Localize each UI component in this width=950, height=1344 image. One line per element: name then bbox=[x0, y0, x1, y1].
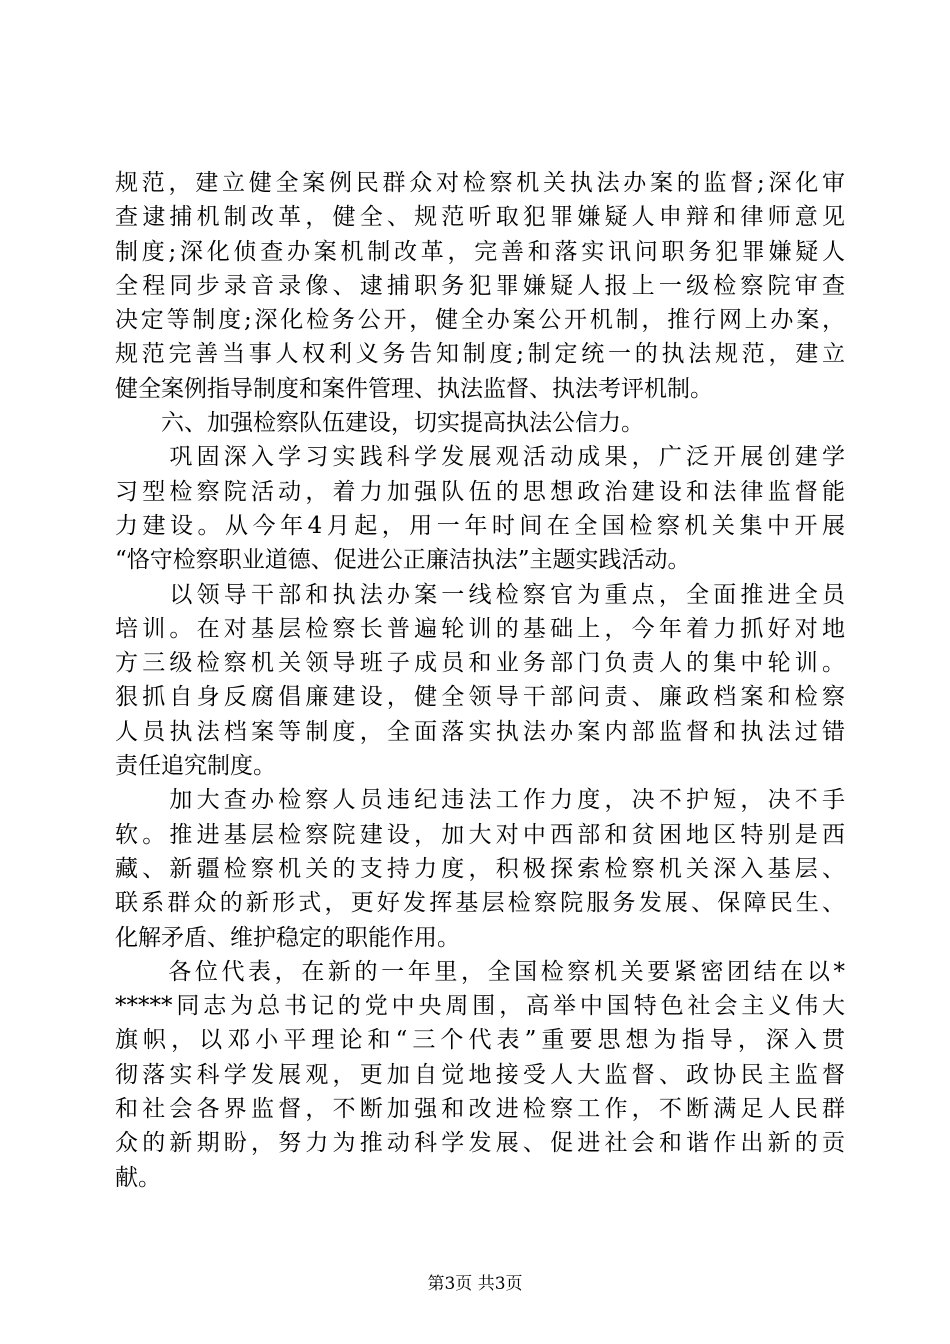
document-body bbox=[115, 166, 845, 1195]
text-line: 软。推进基层检察院建设，加大对中西部和贫困地区特别是西 bbox=[115, 821, 845, 848]
text-line: 加大查办检察人员违纪违法工作力度，决不护短，决不手 bbox=[115, 787, 845, 814]
text-line: 化解矛盾、维护稳定的职能作用。 bbox=[115, 924, 460, 951]
text-line: 彻落实科学发展观，更加自觉地接受人大监督、政协民主监督 bbox=[115, 1061, 845, 1088]
text-line: 各位代表，在新的一年里，全国检察机关要紧密团结在以* bbox=[115, 958, 845, 985]
text-line: 联系群众的新形式，更好发挥基层检察院服务发展、保障民生、 bbox=[115, 890, 845, 917]
text-line: 献。 bbox=[115, 1164, 161, 1191]
text-line: 人员执法档案等制度，全面落实执法办案内部监督和执法过错 bbox=[115, 718, 845, 745]
text-line: 方三级检察机关领导班子成员和业务部门负责人的集中轮训。 bbox=[115, 650, 845, 677]
text-line: 决定等制度;深化检务公开，健全办案公开机制，推行网上办案， bbox=[115, 307, 845, 334]
text-line: 规范，建立健全案例民群众对检察机关执法办案的监督;深化审 bbox=[115, 170, 845, 196]
text-line: 以领导干部和执法办案一线检察官为重点，全面推进全员 bbox=[115, 581, 845, 608]
text-line: 习型检察院活动，着力加强队伍的思想政治建设和法律监督能 bbox=[115, 478, 845, 505]
text-line: 全程同步录音录像、逮捕职务犯罪嫌疑人报上一级检察院审查 bbox=[115, 272, 845, 299]
text-line: 查逮捕机制改革，健全、规范听取犯罪嫌疑人申辩和律师意见 bbox=[115, 204, 845, 231]
text-line: 和社会各界监督，不断加强和改进检察工作，不断满足人民群 bbox=[115, 1096, 845, 1123]
text-line: 众的新期盼，努力为推动科学发展、促进社会和谐作出新的贡 bbox=[115, 1130, 845, 1157]
text-line: 制度;深化侦查办案机制改革，完善和落实讯问职务犯罪嫌疑人 bbox=[115, 238, 845, 265]
text-line: 藏、新疆检察机关的支持力度，积极探索检察机关深入基层、 bbox=[115, 855, 845, 882]
text-line: 旗帜，以邓小平理论和“三个代表”重要思想为指导，深入贯 bbox=[115, 1027, 845, 1054]
text-line: 巩固深入学习实践科学发展观活动成果，广泛开展创建学 bbox=[115, 444, 845, 471]
text-line: *****同志为总书记的党中央周围，高举中国特色社会主义伟大 bbox=[115, 993, 845, 1020]
text-line: “恪守检察职业道德、促进公正廉洁执法”主题实践活动。 bbox=[115, 547, 691, 574]
text-line: 责任追究制度。 bbox=[115, 753, 276, 780]
text-line: 力建设。从今年4月起，用一年时间在全国检察机关集中开展 bbox=[115, 512, 845, 539]
text-line: 培训。在对基层检察长普遍轮训的基础上，今年着力抓好对地 bbox=[115, 615, 845, 642]
text-line: 健全案例指导制度和案件管理、执法监督、执法考评机制。 bbox=[115, 375, 713, 402]
text-line: 狠抓自身反腐倡廉建设，健全领导干部问责、廉政档案和检察 bbox=[115, 684, 845, 711]
page-footer: 第3页 共3页 bbox=[427, 1274, 523, 1294]
text-line: 六、加强检察队伍建设，切实提高执法公信力。 bbox=[115, 410, 644, 437]
text-line: 规范完善当事人权利义务告知制度;制定统一的执法规范，建立 bbox=[115, 341, 845, 368]
